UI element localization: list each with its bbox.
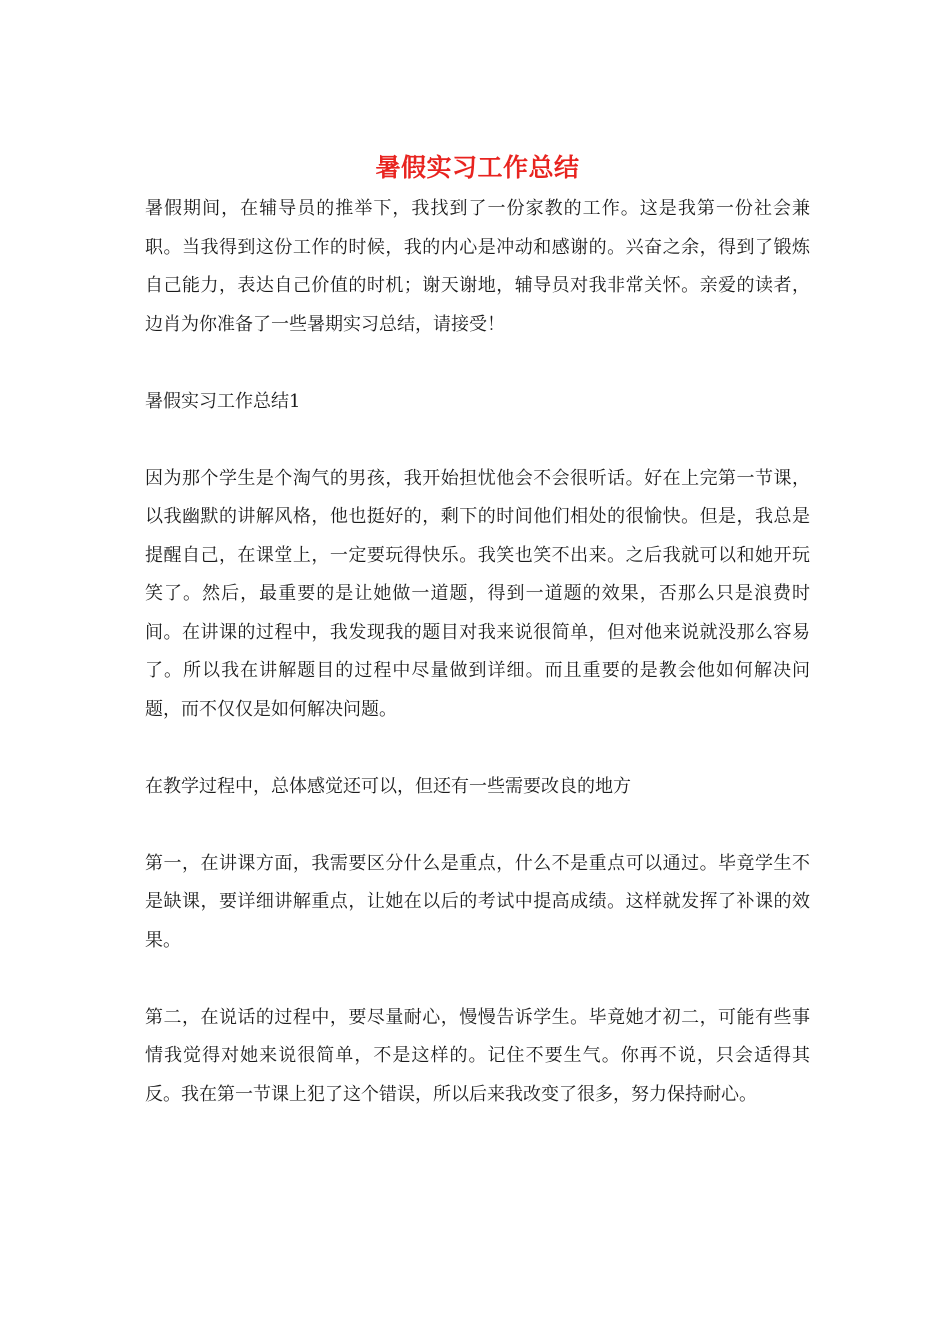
paragraph-intro: 暑假期间，在辅导员的推举下，我找到了一份家教的工作。这是我第一份社会兼职。当我得到这份工作的时候，我的内心是冲动和感谢的。兴奋之余，得到了锻炼自己能力，表达自己价值的时机；谢天谢地，辅导员对我非常关怀。亲爱的读者，边肖为你准备了一些暑期实习总结，请接受！ <box>145 198 810 335</box>
section-heading: 暑假实习工作总结1 <box>145 390 301 412</box>
paragraph-point-two: 第二，在说话的过程中，要尽量耐心，慢慢告诉学生。毕竟她才初二，可能有些事情我觉得对她来说很简单，不是这样的。记住不要生气。你再不说，只会适得其反。我在第一节课上犯了这个错误，所以后来我改变了很多，努力保持耐心。 <box>145 1006 810 1105</box>
document-title: 暑假实习工作总结 <box>375 153 580 182</box>
paragraph-experience: 因为那个学生是个淘气的男孩，我开始担忧他会不会很听话。好在上完第一节课，以我幽默的讲解风格，他也挺好的，剩下的时间他们相处的很愉快。但是，我总是提醒自己，在课堂上，一定要玩得快乐。我笑也笑不出来。之后我就可以和她开玩笑了。然后，最重要的是让她做一道题，得到一道题的效果，否那么只是浪费时间。在讲课的过程中，我发现我的题目对我来说很简单，但对他来说就没那么容易了。所以我在讲解题目的过程中尽量做到详细。而且重要的是教会他如何解决问题，而不仅仅是如何解决问题。 <box>145 467 810 720</box>
document-body <box>145 146 810 1114</box>
paragraph-point-one: 第一，在讲课方面，我需要区分什么是重点，什么不是重点可以通过。毕竟学生不是缺课，要详细讲解重点，让她在以后的考试中提高成绩。这样就发挥了补课的效果。 <box>145 852 810 951</box>
paragraph-summary-lead: 在教学过程中，总体感觉还可以，但还有一些需要改良的地方 <box>145 775 631 797</box>
